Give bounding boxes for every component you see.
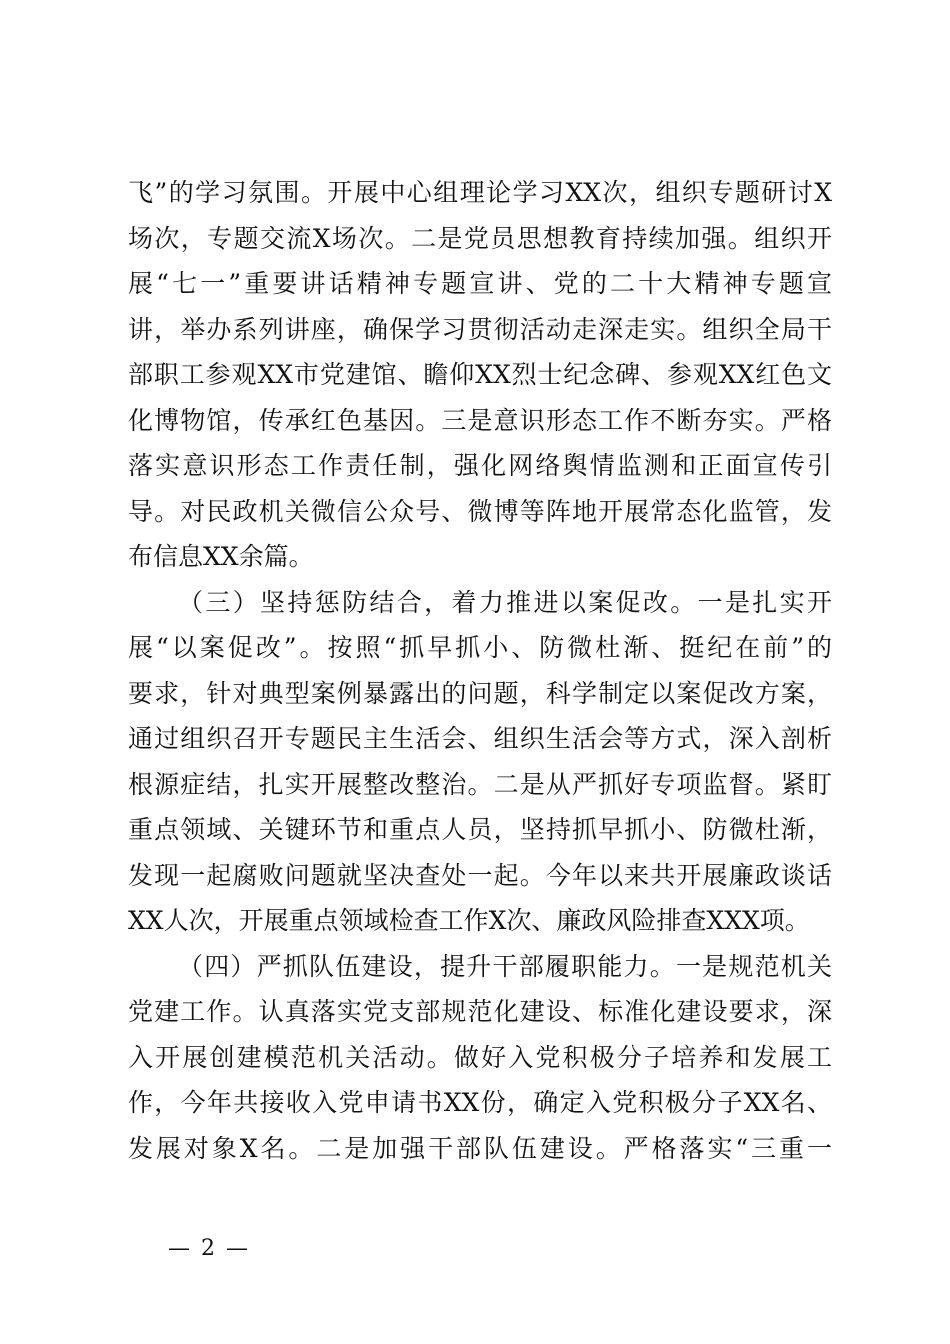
text-line: 飞”的学习氛围。开展中心组理论学习XX次，组织专题研讨X: [128, 178, 832, 207]
text-line: 落实意识形态工作责任制，强化网络舆情监测和正面宣传引: [128, 451, 832, 480]
text-line: 布信息XX余篇。: [128, 542, 314, 571]
text-line: 入开展创建模范机关活动。做好入党积极分子培养和发展工: [128, 1042, 832, 1072]
text-line: 要求，针对典型案例暴露出的问题，科学制定以案促改方案，: [128, 678, 832, 708]
text-line: 展“以案促改”。按照“抓早抓小、防微杜渐、挺纪在前”的: [128, 633, 832, 662]
section-heading-line: （三）坚持惩防结合，着力推进以案促改。一是扎实开: [178, 587, 832, 617]
text-line: 重点领域、关键环节和重点人员，坚持抓早抓小、防微杜渐，: [128, 815, 832, 844]
page-number: — 2 —: [168, 1236, 250, 1261]
text-line: 导。对民政机关微信公众号、微博等阵地开展常态化监管，发: [128, 496, 832, 526]
text-line: XX人次，开展重点领域检查工作X次、廉政风险排查XXX项。: [128, 906, 810, 935]
text-line: 党建工作。认真落实党支部规范化建设、标准化建设要求，深: [128, 997, 832, 1026]
text-line: 化博物馆，传承红色基因。三是意识形态工作不断夯实。严格: [128, 405, 832, 435]
section-heading-line: （四）严抓队伍建设，提升干部履职能力。一是规范机关: [178, 951, 832, 981]
text-line: 发现一起腐败问题就坚决查处一起。今年以来共开展廉政谈话: [128, 860, 832, 890]
text-line: 讲，举办系列讲座，确保学习贯彻活动走深走实。组织全局干: [128, 314, 832, 344]
text-line: 根源症结，扎实开展整改整治。二是从严抓好专项监督。紧盯: [128, 769, 832, 799]
text-line: 场次，专题交流X场次。二是党员思想教育持续加强。组织开: [128, 223, 832, 253]
text-line: 发展对象X名。二是加强干部队伍建设。严格落实“三重一: [128, 1133, 832, 1163]
text-line: 展“七一”重要讲话精神专题宣讲、党的二十大精神专题宣: [128, 269, 832, 298]
body-text: [128, 170, 832, 1171]
text-line: 通过组织召开专题民主生活会、组织生活会等方式，深入剖析: [128, 724, 832, 753]
text-line: 部职工参观XX市党建馆、瞻仰XX烈士纪念碑、参观XX红色文: [128, 360, 832, 389]
text-line: 作，今年共接收入党申请书XX份，确定入党积极分子XX名、: [128, 1088, 832, 1117]
